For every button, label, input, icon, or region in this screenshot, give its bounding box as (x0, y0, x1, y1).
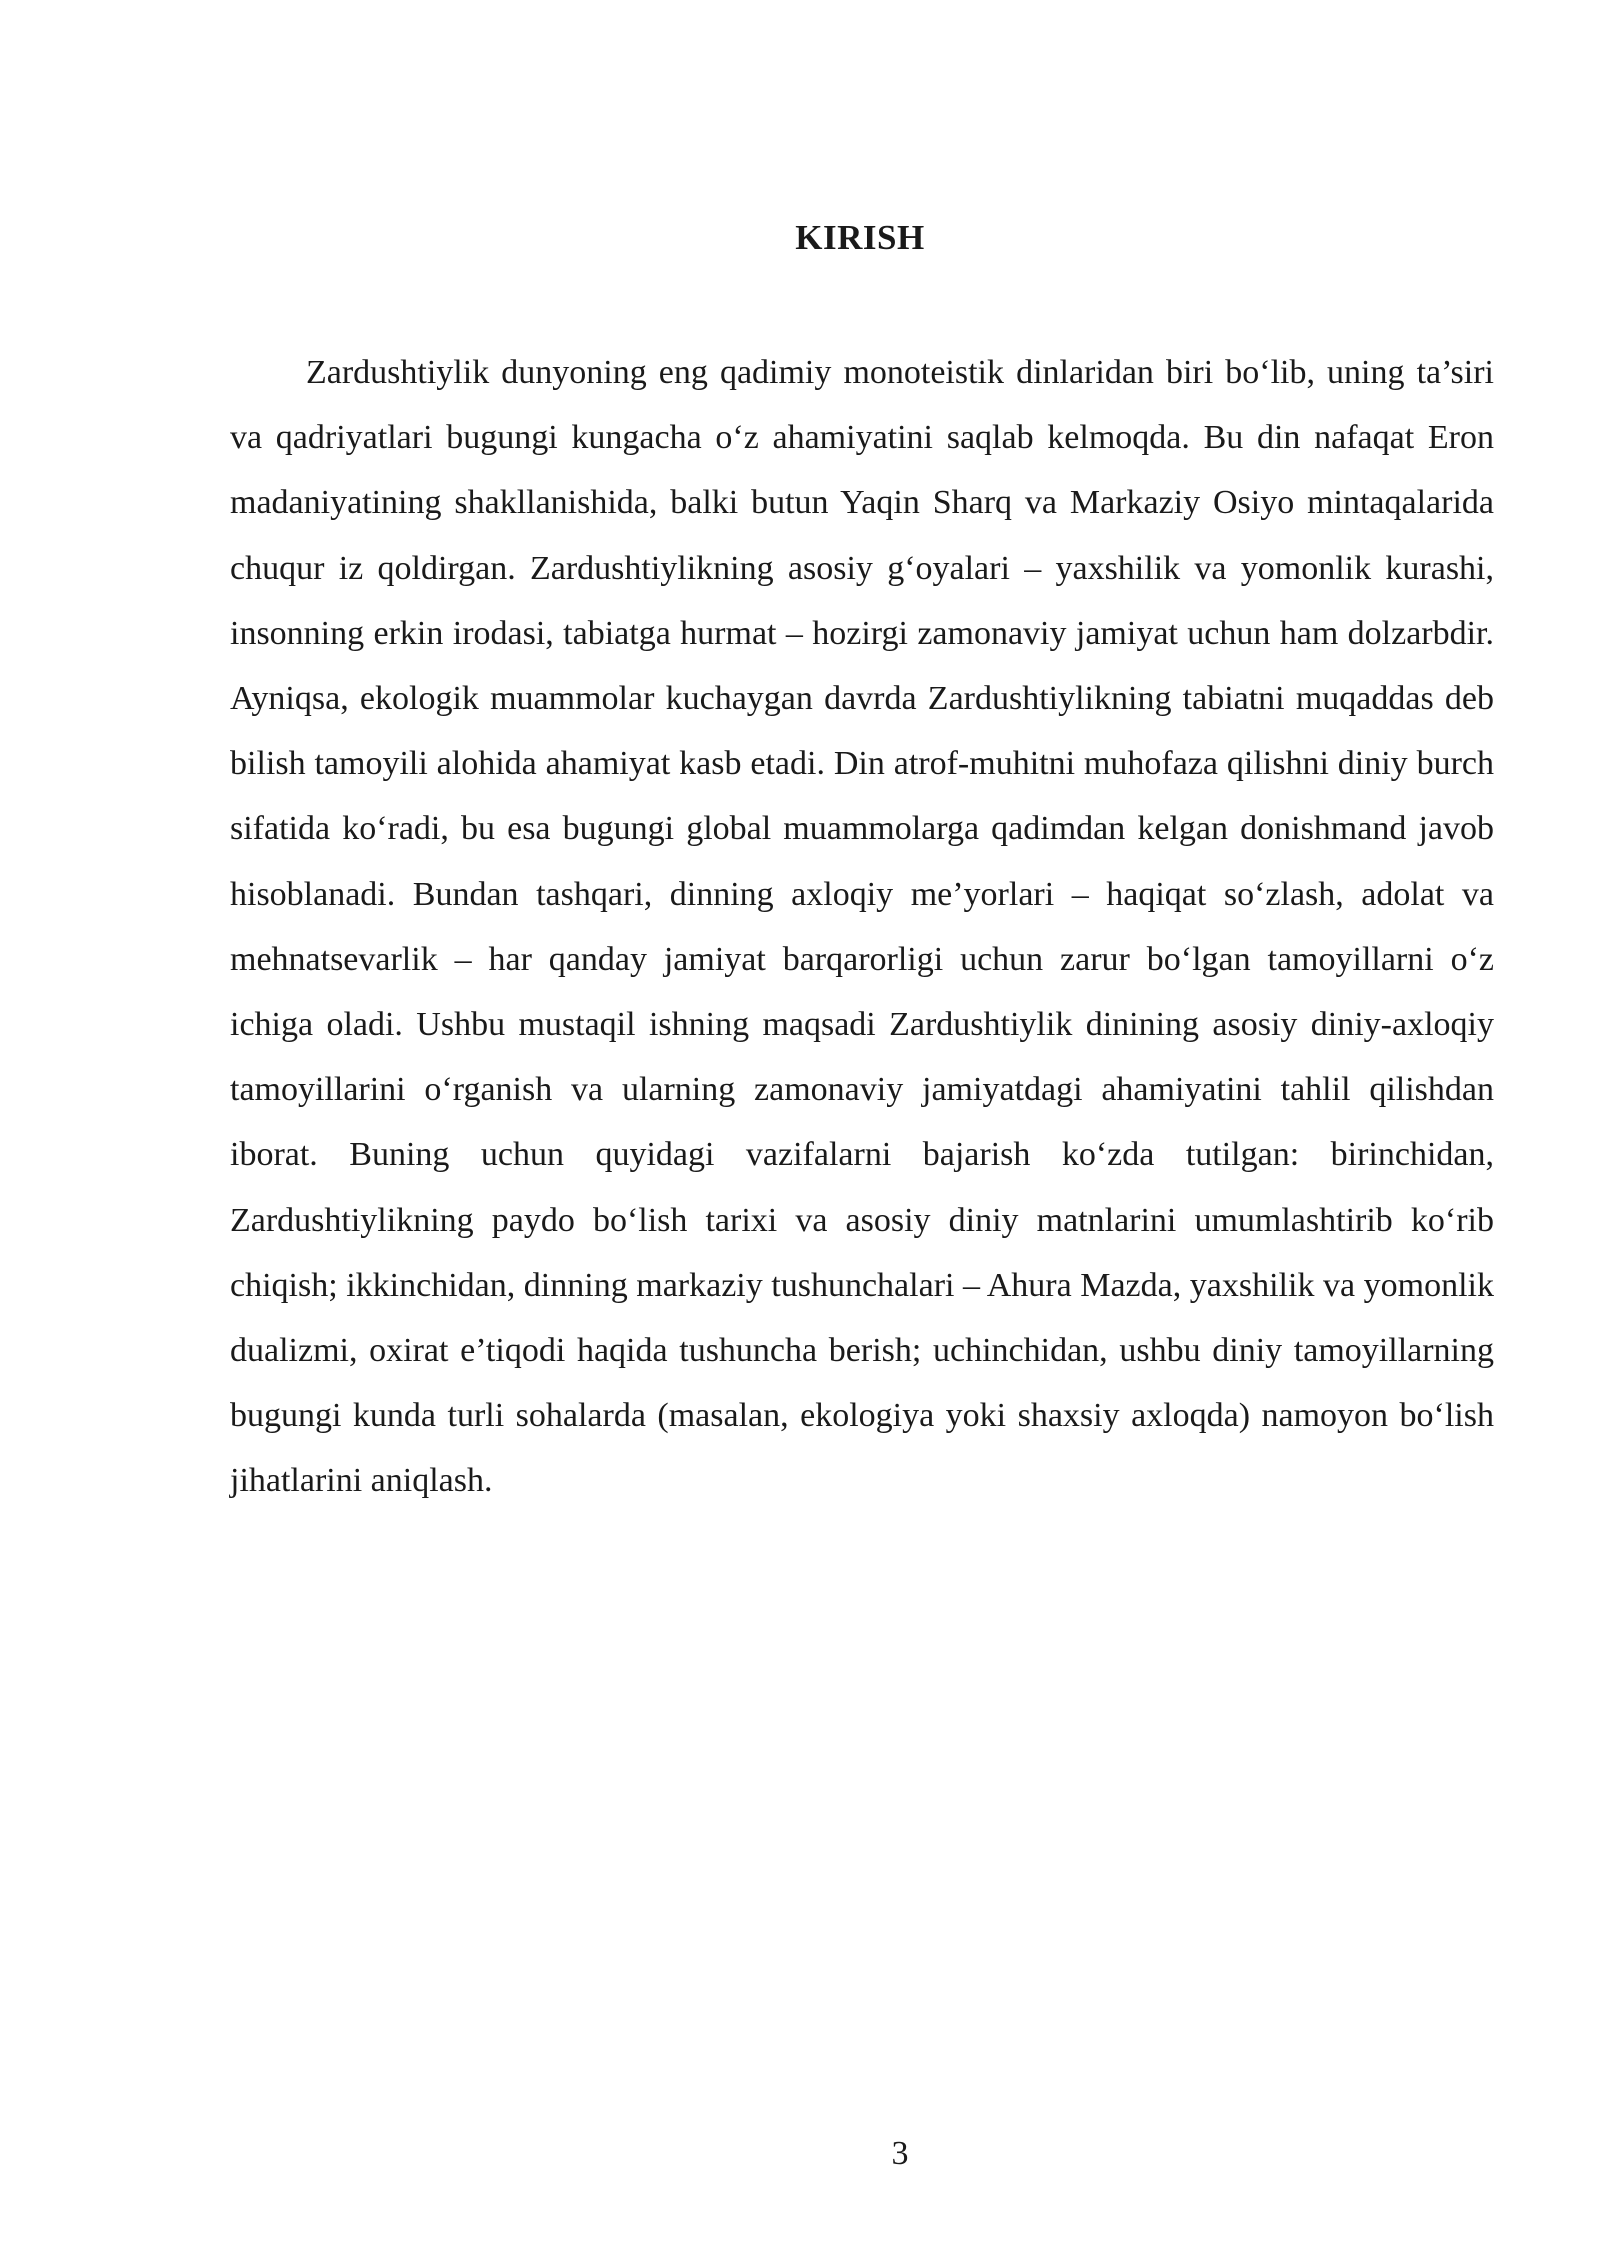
body-paragraph: Zardushtiylik dunyoning eng qadimiy monoteistik dinlaridan biri bo‘lib, uning ta’siri va qadriyatlari bugungi kungacha o‘z ahamiyatini saqlab kelmoqda. Bu din nafaqat Eron madaniyatining shakllanishida, balki butun Yaqin Sharq va Markaziy Osiyo mintaqalarida chuqur iz qoldirgan. Zardushtiylikning asosiy g‘oyalari – yaxshilik va yomonlik kurashi, insonning erkin irodasi, tabiatga hurmat – hozirgi zamonaviy jamiyat uchun ham dolzarbdir. Ayniqsa, ekologik muammolar kuchaygan davrda Zardushtiylikning tabiatni muqaddas deb bilish tamoyili alohida ahamiyat kasb etadi. Din atrof-muhitni muhofaza qilishni diniy burch sifatida ko‘radi, bu esa bugungi global muammolarga qadimdan kelgan donishmand javob hisoblanadi. Bundan tashqari, dinning axloqiy me’yorlari – haqiqat so‘zlash, adolat va mehnatsevarlik – har qanday jamiyat barqarorligi uchun zarur bo‘lgan tamoyillarni o‘z ichiga oladi. Ushbu mustaqil ishning maqsadi Zardushtiylik dinining asosiy diniy-axloqiy tamoyillarini o‘rganish va ularning zamonaviy jamiyatdagi ahamiyatini tahlil qilishdan iborat. Buning uchun quyidagi vazifalarni bajarish ko‘zda tutilgan: birinchidan, Zardushtiylikning paydo bo‘lish tarixi va asosiy diniy matnlarini umumlashtirib ko‘rib chiqish; ikkinchidan, dinning markaziy tushunchalari – Ahura Mazda, yaxshilik va yomonlik dualizmi, oxirat e’tiqodi haqida tushuncha berish; uchinchidan, ushbu diniy tamoyillarning bugungi kunda turli sohalarda (masalan, ekologiya yoki shaxsiy axloqda) namoyon bo‘lish jihatlarini aniqlash. (230, 354, 1494, 1500)
page-number: 3 (891, 2135, 909, 2172)
section-heading: KIRISH (795, 218, 925, 257)
